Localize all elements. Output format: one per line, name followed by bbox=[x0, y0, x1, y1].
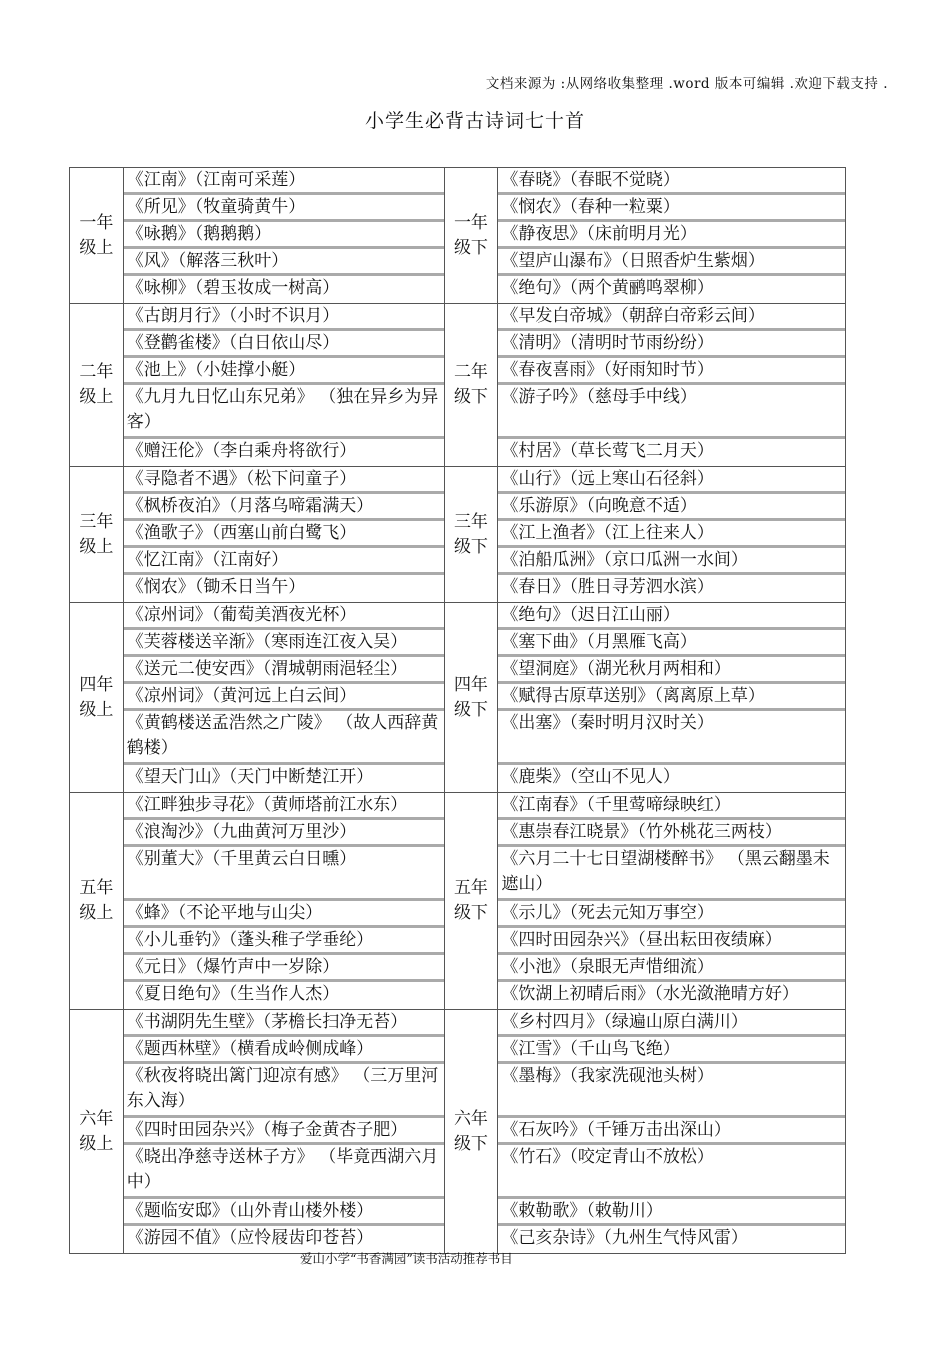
grade-section-1 bbox=[69, 167, 846, 304]
poem-item: 《山行》（远上寒山石径斜） bbox=[498, 467, 845, 494]
poem-item: 《咏鹅》（鹅鹅鹅） bbox=[124, 222, 444, 249]
poem-column-left bbox=[124, 304, 445, 466]
poem-item: 《咏柳》（碧玉妆成一树高） bbox=[126, 278, 340, 298]
grade-label-left: 五年级上 bbox=[70, 793, 124, 1009]
poem-item: 《题临安邸》（山外青山楼外楼） bbox=[124, 1199, 444, 1226]
poem-item: 《清明》（清明时节雨纷纷） bbox=[498, 331, 845, 358]
poem-item: 《绝句》（两个黄鹂鸣翠柳） bbox=[501, 278, 714, 298]
grade-label-left: 一年级上 bbox=[70, 168, 124, 303]
poem-item: 《望天门山》（天门中断楚江开） bbox=[126, 767, 374, 787]
poem-item: 《出塞》（秦时明月汉时关） bbox=[498, 711, 845, 765]
grade-label-left: 六年级上 bbox=[70, 1010, 124, 1253]
poem-item: 《静夜思》（床前明月光） bbox=[498, 222, 845, 249]
poem-item: 《古朗月行》（小时不识月） bbox=[124, 304, 444, 331]
grade-section-4 bbox=[69, 602, 846, 793]
poem-item: 《江南》（江南可采莲） bbox=[124, 168, 444, 195]
poem-column-left bbox=[124, 467, 445, 602]
grade-label-left: 三年级上 bbox=[70, 467, 124, 602]
poem-item: 《望庐山瀑布》（日照香炉生紫烟） bbox=[498, 249, 845, 276]
poem-column-left bbox=[124, 168, 445, 303]
grade-label-left: 四年级上 bbox=[70, 603, 124, 792]
poem-item: 《题西林壁》（横看成岭侧成峰） bbox=[124, 1037, 444, 1064]
poem-column-right bbox=[498, 168, 845, 303]
poem-item: 《江南春》（千里莺啼绿映红） bbox=[498, 793, 845, 820]
poem-item: 《敕勒歌》（敕勒川） bbox=[498, 1199, 845, 1226]
poem-item: 《浪淘沙》（九曲黄河万里沙） bbox=[124, 820, 444, 847]
grade-label-right: 六年级下 bbox=[445, 1010, 499, 1253]
poem-item: 《江畔独步寻花》（黄师塔前江水东） bbox=[124, 793, 444, 820]
poem-item: 《春日》（胜日寻芳泗水滨） bbox=[501, 577, 714, 597]
document-source-header: 文档来源为 :从网络收集整理 .word 版本可编辑 .欢迎下载支持 . bbox=[485, 76, 888, 92]
poem-item: 《芙蓉楼送辛渐》（寒雨连江夜入吴） bbox=[124, 630, 444, 657]
poem-item: 《蜂》（不论平地与山尖） bbox=[124, 901, 444, 928]
poem-item: 《秋夜将晓出篱门迎凉有感》 （三万里河东入海） bbox=[124, 1064, 444, 1118]
poem-item: 《春夜喜雨》（好雨知时节） bbox=[498, 358, 845, 385]
poem-column-right bbox=[498, 603, 845, 792]
poem-item: 《墨梅》（我家洗砚池头树） bbox=[498, 1064, 845, 1118]
poem-item: 《渔歌子》（西塞山前白鹭飞） bbox=[124, 521, 444, 548]
grade-section-6 bbox=[69, 1009, 846, 1254]
grade-label-left: 二年级上 bbox=[70, 304, 124, 466]
poem-item: 《塞下曲》（月黑雁飞高） bbox=[498, 630, 845, 657]
poem-item: 《绝句》（迟日江山丽） bbox=[498, 603, 845, 630]
poem-item: 《乡村四月》（绿遍山原白满川） bbox=[498, 1010, 845, 1037]
poem-item: 《乐游原》（向晚意不适） bbox=[498, 494, 845, 521]
poem-item: 《忆江南》（江南好） bbox=[124, 548, 444, 575]
page-title: 小学生必背古诗词七十首 bbox=[364, 110, 585, 132]
poem-column-right bbox=[498, 1010, 845, 1253]
poem-item: 《小池》（泉眼无声惜细流） bbox=[498, 955, 845, 982]
poem-item: 《四时田园杂兴》（梅子金黄杏子肥） bbox=[124, 1118, 444, 1145]
poem-item: 《寻隐者不遇》（松下问童子） bbox=[124, 467, 444, 494]
poem-item: 《望洞庭》（湖光秋月两相和） bbox=[498, 657, 845, 684]
poem-item: 《四时田园杂兴》（昼出耘田夜绩麻） bbox=[498, 928, 845, 955]
poem-item: 《游子吟》（慈母手中线） bbox=[498, 385, 845, 439]
poem-column-right bbox=[498, 793, 845, 1009]
poem-column-right bbox=[498, 467, 845, 602]
grade-label-right: 四年级下 bbox=[445, 603, 499, 792]
poem-item: 《早发白帝城》（朝辞白帝彩云间） bbox=[498, 304, 845, 331]
page-footer: 爱山小学“书香满园”读书活动推荐书目 bbox=[300, 1251, 513, 1266]
grade-label-right: 二年级下 bbox=[445, 304, 499, 466]
poem-item: 《悯农》（锄禾日当午） bbox=[126, 577, 306, 597]
poem-column-left bbox=[124, 793, 445, 1009]
poem-item: 《晓出净慈寺送林子方》 （毕竟西湖六月中） bbox=[124, 1145, 444, 1199]
poem-item: 《己亥杂诗》（九州生气恃风雷） bbox=[501, 1228, 748, 1248]
poem-item: 《惠崇春江晓景》（竹外桃花三两枝） bbox=[498, 820, 845, 847]
poem-item: 《书湖阴先生壁》（茅檐长扫净无苔） bbox=[124, 1010, 444, 1037]
poem-item: 《江雪》（千山鸟飞绝） bbox=[498, 1037, 845, 1064]
poem-item: 《泊船瓜洲》（京口瓜洲一水间） bbox=[498, 548, 845, 575]
poem-item: 《春晓》（春眠不觉晓） bbox=[498, 168, 845, 195]
poem-item: 《凉州词》（葡萄美酒夜光杯） bbox=[124, 603, 444, 630]
poem-item: 《别董大》（千里黄云白日曛） bbox=[124, 847, 444, 901]
poem-item: 《饮湖上初晴后雨》（水光潋滟晴方好） bbox=[501, 984, 799, 1004]
poem-item: 《登鹳雀楼》（白日依山尽） bbox=[124, 331, 444, 358]
poem-item: 《赠汪伦》（李白乘舟将欲行） bbox=[126, 441, 357, 461]
poem-item: 《送元二使安西》（渭城朝雨浥轻尘） bbox=[124, 657, 444, 684]
poem-item: 《游园不值》（应怜屐齿印苍苔） bbox=[126, 1228, 374, 1248]
poem-item: 《鹿柴》（空山不见人） bbox=[501, 767, 680, 787]
poem-item: 《赋得古原草送别》（离离原上草） bbox=[498, 684, 845, 711]
poem-item: 《所见》（牧童骑黄牛） bbox=[124, 195, 444, 222]
poem-item: 《枫桥夜泊》（月落乌啼霜满天） bbox=[124, 494, 444, 521]
grade-section-2 bbox=[69, 303, 846, 467]
poem-item: 《凉州词》（黄河远上白云间） bbox=[124, 684, 444, 711]
poem-item: 《黄鹤楼送孟浩然之广陵》 （故人西辞黄鹤楼） bbox=[124, 711, 444, 765]
poem-item: 《夏日绝句》（生当作人杰） bbox=[126, 984, 340, 1004]
poem-item: 《村居》（草长莺飞二月天） bbox=[501, 441, 714, 461]
poem-column-left bbox=[124, 1010, 445, 1253]
poem-item: 《风》（解落三秋叶） bbox=[124, 249, 444, 276]
poem-column-right bbox=[498, 304, 845, 466]
grade-label-right: 一年级下 bbox=[445, 168, 499, 303]
poem-item: 《六月二十七日望湖楼醉书》 （黑云翻墨未遮山） bbox=[498, 847, 845, 901]
grade-label-right: 三年级下 bbox=[445, 467, 499, 602]
poem-item: 《示儿》（死去元知万事空） bbox=[498, 901, 845, 928]
poem-column-left bbox=[124, 603, 445, 792]
poem-item: 《元日》（爆竹声中一岁除） bbox=[124, 955, 444, 982]
poem-item: 《九月九日忆山东兄弟》 （独在异乡为异客） bbox=[124, 385, 444, 439]
poem-item: 《竹石》（咬定青山不放松） bbox=[498, 1145, 845, 1199]
poem-item: 《江上渔者》（江上往来人） bbox=[498, 521, 845, 548]
poem-item: 《石灰吟》（千锤万击出深山） bbox=[498, 1118, 845, 1145]
poem-item: 《池上》（小娃撑小艇） bbox=[124, 358, 444, 385]
grade-label-right: 五年级下 bbox=[445, 793, 499, 1009]
poem-table bbox=[69, 168, 846, 1254]
poem-item: 《小儿垂钓》（蓬头稚子学垂纶） bbox=[124, 928, 444, 955]
poem-item: 《悯农》（春种一粒粟） bbox=[498, 195, 845, 222]
grade-section-3 bbox=[69, 466, 846, 603]
grade-section-5 bbox=[69, 792, 846, 1010]
